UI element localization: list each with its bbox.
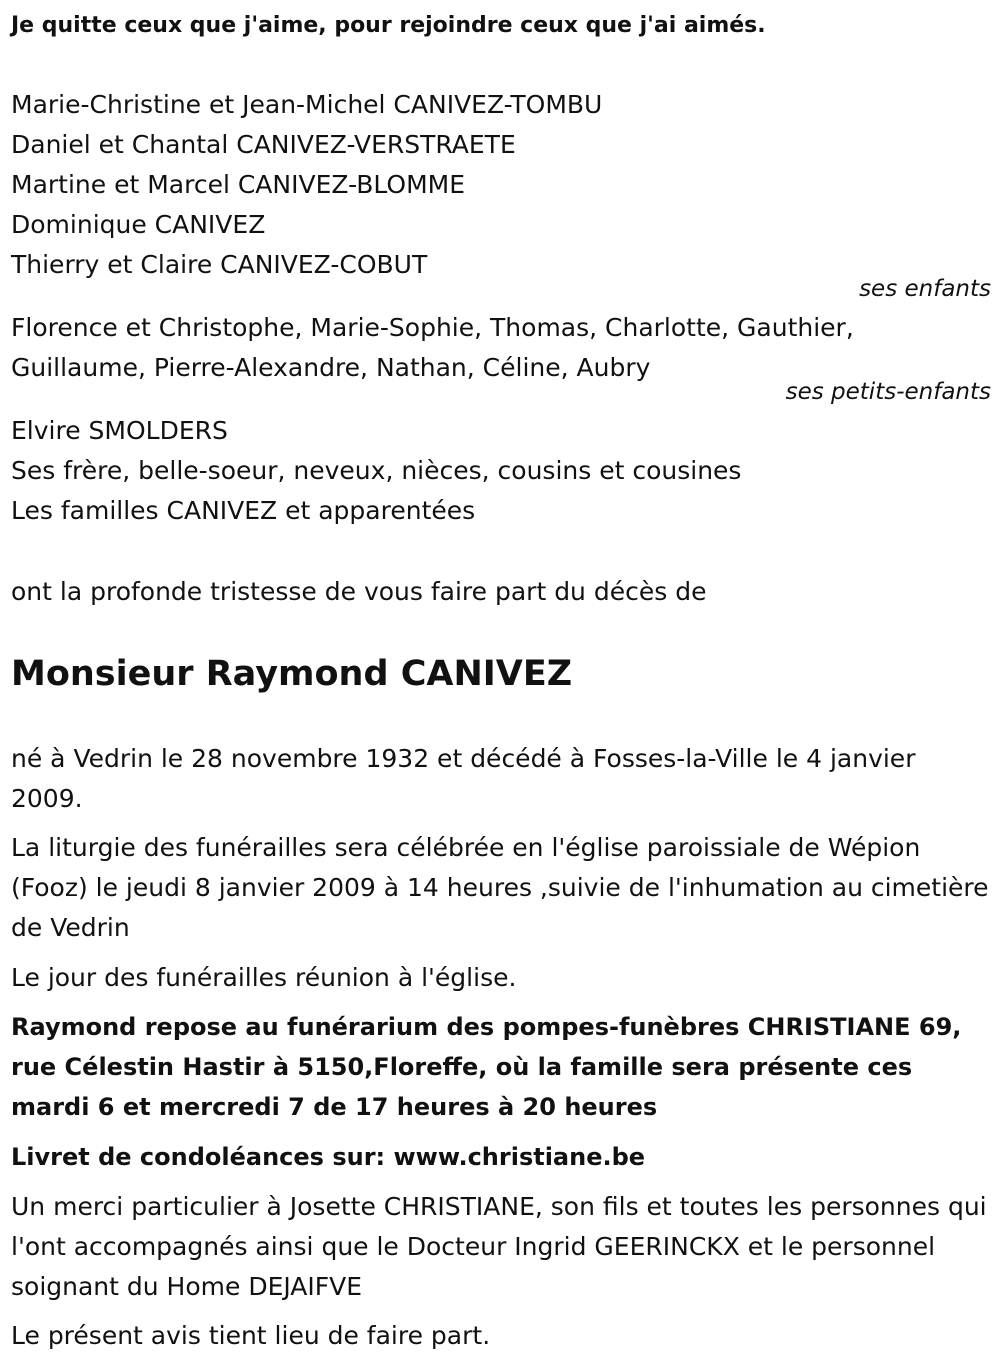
child-line: Thierry et Claire CANIVEZ-COBUT	[11, 250, 428, 279]
deceased-name: Monsieur Raymond CANIVEZ	[11, 654, 573, 694]
children-list	[11, 85, 602, 285]
relative-line: Elvire SMOLDERS	[11, 416, 228, 445]
announcement-block	[11, 572, 706, 612]
child-line: Daniel et Chantal CANIVEZ-VERSTRAETE	[11, 130, 516, 159]
closing-text: Le présent avis tient lieu de faire part.	[11, 1321, 491, 1350]
condolences-text: Livret de condoléances sur: www.christiane.be	[11, 1143, 646, 1171]
child-line: Marie-Christine et Jean-Michel CANIVEZ-TOMBU	[11, 90, 603, 119]
grandchildren-role: ses petits-enfants	[785, 379, 991, 405]
children-role: ses enfants	[859, 276, 991, 302]
birth-death-text: né à Vedrin le 28 novembre 1932 et décédé à Fosses-la-Ville le 4 janvier 2009.	[11, 744, 916, 813]
other-relatives-list	[11, 411, 741, 531]
relative-line: Les familles CANIVEZ et apparentées	[11, 496, 476, 525]
funerarium-text: Raymond repose au funérarium des pompes-funèbres CHRISTIANE 69, rue Célestin Hastir à 5150,Floreffe, où la famille sera présente ces mardi 6 et mercredi 7 de 17 heures à 20 heures	[11, 1013, 962, 1121]
opening-quote: Je quitte ceux que j'aime, pour rejoindre ceux que j'ai aimés.	[11, 13, 766, 38]
meeting-text: Le jour des funérailles réunion à l'église.	[11, 963, 517, 992]
announcement-text: ont la profonde tristesse de vous faire part du décès de	[11, 577, 707, 606]
grandchildren-list	[11, 308, 854, 388]
child-line: Dominique CANIVEZ	[11, 210, 266, 239]
grandchildren-line: Guillaume, Pierre-Alexandre, Nathan, Céline, Aubry	[11, 353, 651, 382]
grandchildren-line: Florence et Christophe, Marie-Sophie, Thomas, Charlotte, Gauthier,	[11, 313, 854, 342]
thanks-text: Un merci particulier à Josette CHRISTIANE, son fils et toutes les personnes qui l'ont accompagnés ainsi que le Docteur Ingrid GEERINCKX et le personnel soignant du Home DEJAIFVE	[11, 1192, 987, 1301]
relative-line: Ses frère, belle-soeur, neveux, nièces, cousins et cousines	[11, 456, 742, 485]
child-line: Martine et Marcel CANIVEZ-BLOMME	[11, 170, 466, 199]
liturgy-text: La liturgie des funérailles sera célébrée en l'église paroissiale de Wépion (Fooz) le jeudi 8 janvier 2009 à 14 heures ,suivie de l'inhumation au cimetière de Vedrin	[11, 833, 989, 942]
